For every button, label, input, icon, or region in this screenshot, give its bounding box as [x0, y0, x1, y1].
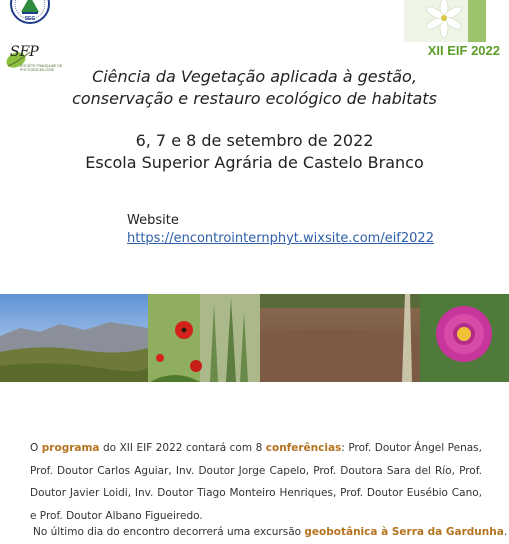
event-subtitle — [0, 66, 509, 110]
excursion-text: No último dia do encontro decorrerá uma excursão — [33, 526, 305, 538]
conferences-keyword: conferências — [265, 442, 342, 454]
svg-text:SFP: SFP — [10, 44, 39, 60]
website-link[interactable]: https://encontrointernphyt.wixsite.com/eif2022 — [127, 231, 434, 246]
program-keyword: programa — [41, 442, 100, 454]
excursion-keyword: geobotânica à Serra da Gardunha — [304, 526, 504, 538]
excursion-paragraph — [33, 526, 508, 538]
white-flower-icon — [404, 0, 486, 42]
photo-strip — [0, 294, 509, 382]
sfp-logo-text: SOCIÉTÉ FRANÇAISE DE PHYTOSOCIOLOGIE — [20, 64, 63, 72]
heathland-photo — [260, 294, 420, 382]
landscape-photo — [0, 294, 148, 382]
seg-logo-text: SEG — [24, 16, 36, 22]
peony-photo — [420, 294, 509, 382]
event-label: XII EIF 2022 — [427, 43, 500, 58]
excursion-end: . — [503, 526, 508, 538]
poppies-photo — [148, 294, 260, 382]
flower-logo — [404, 0, 486, 42]
event-venue: Escola Superior Agrária de Castelo Branco — [85, 153, 424, 172]
seg-logo — [4, 0, 56, 28]
subtitle-line-2: conservação e restauro ecológico de habitats — [72, 89, 437, 108]
program-text: O — [30, 442, 42, 454]
website-label: Website — [127, 213, 179, 228]
speakers-list: : Prof. Doutor Ángel Penas, Prof. Doutor Carlos Aguiar, Inv. Doutor Jorge Capelo, Prof. Doutora Sara del Río, Prof. Doutor Javier Loidi, Inv. Doutor Tiago Monteiro Henriques, Prof. Doutor Eusébio Cano, e Prof. Doutor Albano Figueiredo. — [30, 442, 482, 522]
program-paragraph — [30, 437, 482, 527]
event-date: 6, 7 e 8 de setembro de 2022 — [135, 131, 374, 150]
subtitle-line-1: Ciência da Vegetação aplicada à gestão, — [92, 67, 417, 86]
program-text: do XII EIF 2022 contará com 8 — [99, 442, 266, 454]
